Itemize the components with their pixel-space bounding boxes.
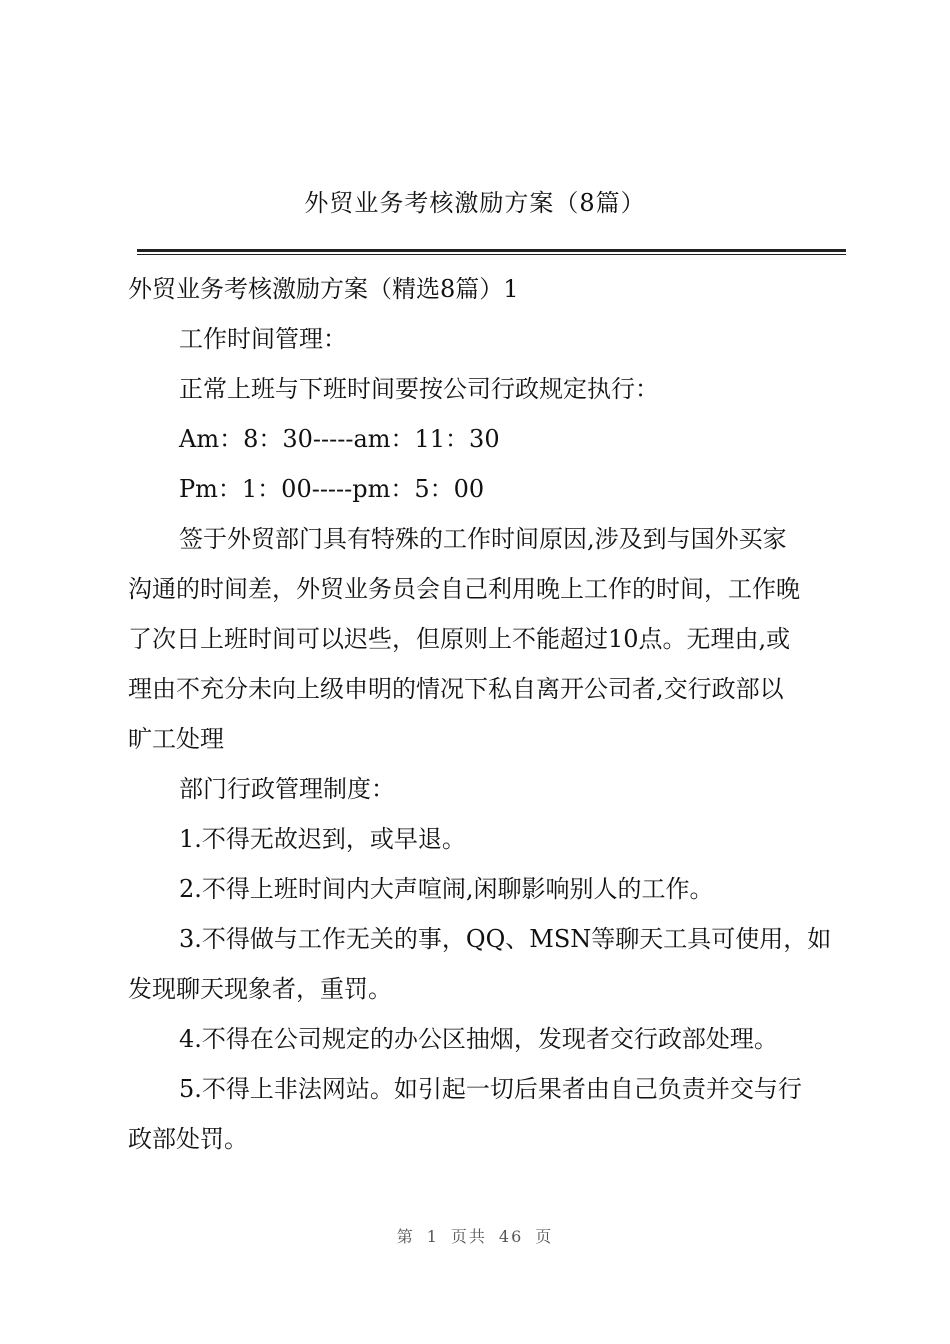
paragraph-line: 部门行政管理制度： [179, 775, 395, 803]
section-heading: 外贸业务考核激励方案（精选8篇）1 [128, 275, 519, 303]
list-item: 3.不得做与工作无关的事，QQ、MSN等聊天工具可使用，如 [179, 925, 832, 953]
footer-suffix: 页 [535, 1227, 554, 1246]
paragraph-line: 旷工处理 [128, 725, 224, 753]
paragraph-line: 了次日上班时间可以迟些，但原则上不能超过10点。无理由,或 [128, 625, 791, 653]
list-item-continuation: 发现聊天现象者，重罚。 [128, 975, 392, 1003]
paragraph-line: 理由不充分未向上级申明的情况下私自离开公司者,交行政部以 [128, 675, 784, 703]
paragraph-line: Pm：1：00-----pm：5：00 [179, 475, 485, 503]
list-item: 4.不得在公司规定的办公区抽烟，发现者交行政部处理。 [179, 1025, 778, 1053]
paragraph-line: 沟通的时间差，外贸业务员会自己利用晚上工作的时间，工作晚 [128, 575, 800, 603]
paragraph-line: 签于外贸部门具有特殊的工作时间原因,涉及到与国外买家 [179, 525, 787, 553]
document-title: 外贸业务考核激励方案（8篇） [304, 189, 646, 217]
list-item: 5.不得上非法网站。如引起一切后果者由自己负责并交与行 [179, 1075, 802, 1103]
footer-mid: 页共 [450, 1227, 487, 1246]
page-footer [0, 1226, 950, 1248]
list-item: 2.不得上班时间内大声喧闹,闲聊影响别人的工作。 [179, 875, 714, 903]
title-divider [137, 249, 846, 255]
paragraph-line: 正常上班与下班时间要按公司行政规定执行： [179, 375, 659, 403]
total-pages: 46 [498, 1227, 524, 1246]
document-body [128, 264, 844, 1164]
page-number: 1 [426, 1227, 439, 1246]
paragraph-line: 工作时间管理： [179, 325, 347, 353]
paragraph-line: Am：8：30-----am：11：30 [179, 425, 500, 453]
list-item: 1.不得无故迟到，或早退。 [179, 825, 466, 853]
list-item-continuation: 政部处罚。 [128, 1125, 248, 1153]
footer-prefix: 第 [396, 1227, 415, 1246]
